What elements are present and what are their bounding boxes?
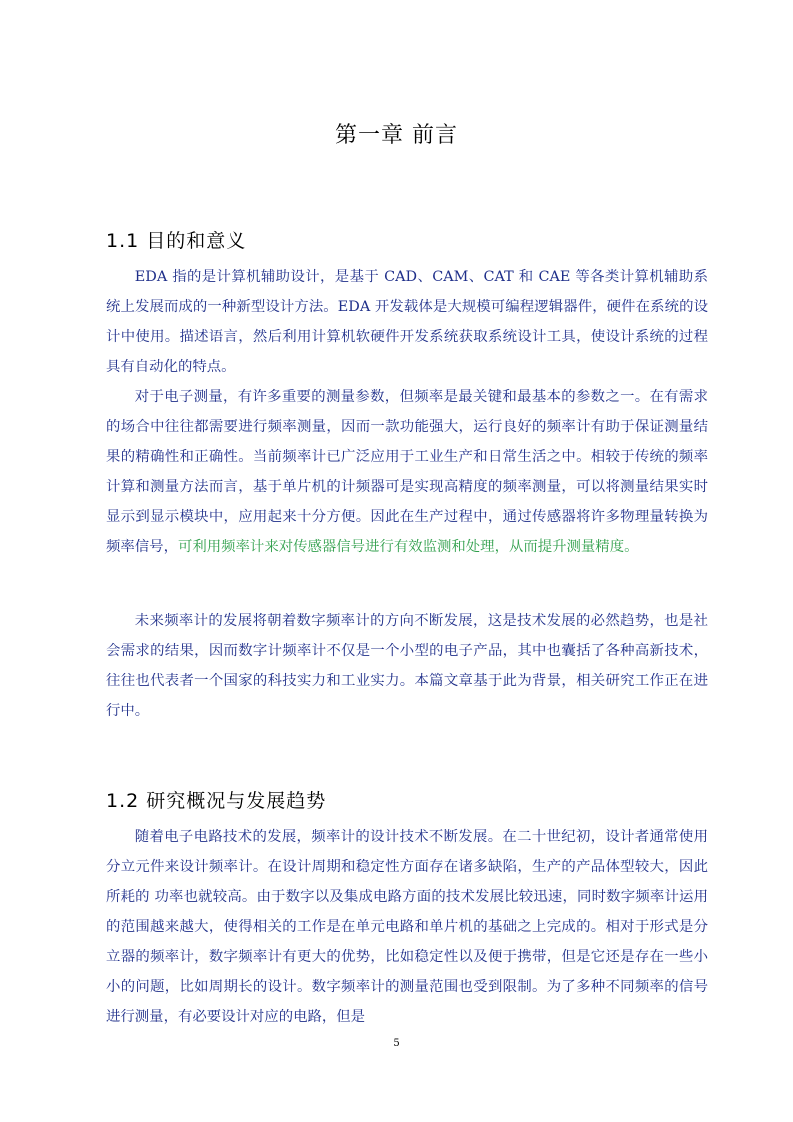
paragraph-future-development: 未来频率计的发展将朝着数字频率计的方向不断发展，这是技术发展的必然趋势，也是社会需求的结果，因而数字计频率计不仅是一个小型的电子产品，其中也囊括了各种高新技术，往往也代表者一个国家的科技实力和工业实力。本篇文章基于此为背景，相关研究工作正在进行中。 xyxy=(106,613,708,719)
paragraph-eda: EDA 指的是计算机辅助设计，是基于 CAD、CAM、CAT 和 CAE 等各类计算机辅助系统上发展而成的一种新型设计方法。EDA 开发载体是大规模可编程逻辑器件，硬件在系统的设计中使用。描述语言，然后利用计算机软硬件开发系统获取系统设计工具，使设计系统的过程具有自动化的特点。 xyxy=(106,269,708,375)
page-number: 5 xyxy=(393,1038,400,1049)
section-heading-1-1: 1.1 目的和意义 xyxy=(106,230,247,252)
paragraph-frequency-measurement xyxy=(106,382,708,562)
chapter-title: 第一章 前言 xyxy=(335,123,458,148)
paragraph-research-overview: 随着电子电路技术的发展，频率计的设计技术不断发展。在二十世纪初，设计者通常使用分立元件来设计频率计。在设计周期和稳定性方面存在诸多缺陷，生产的产品体型较大，因此所耗的 功率也就较高。由于数字以及集成电路方面的技术发展比较迅速，同时数字频率计运用的范围越来越大，使得相关的工作是在单元电路和单片机的基础之上完成的。相对于形式是分立器的频率计，数字频率计有更大的优势，比如稳定性以及便于携带，但是它还是存在一些小小的问题，比如周期长的设计。数字频率计的测量范围也受到限制。为了多种不同频率的信号进行测量，有必要设计对应的电路，但是 xyxy=(106,829,708,1025)
section-heading-1-2: 1.2 研究概况与发展趋势 xyxy=(106,790,327,812)
paragraph-frequency-green-text: 可利用频率计来对传感器信号进行有效监测和处理，从而提升测量精度。 xyxy=(177,539,639,555)
paragraph-frequency-main-text: 对于电子测量，有许多重要的测量参数，但频率是最关键和最基本的参数之一。在有需求的场合中往往都需要进行频率测量，因而一款功能强大，运行良好的频率计有助于保证测量结果的精确性和正确性。当前频率计已广泛应用于工业生产和日常生活之中。相较于传统的频率计算和测量方法而言，基于单片机的计频器可是实现高精度的频率测量，可以将测量结果实时显示到显示模块中，应用起来十分方便。因此在生产过程中，通过传感器将许多物理量转换为频率信号， xyxy=(106,389,708,555)
